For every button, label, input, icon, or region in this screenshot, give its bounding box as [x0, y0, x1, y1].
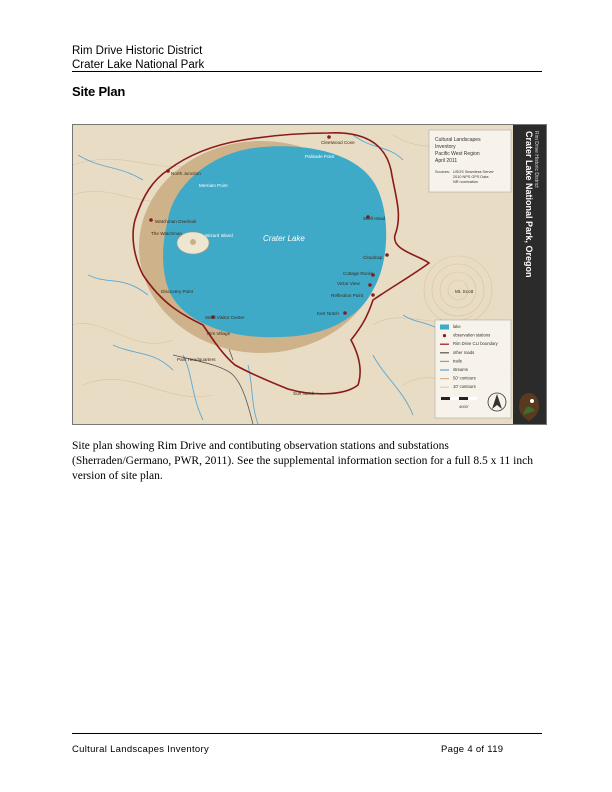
- legend-label: lake: [453, 324, 461, 329]
- site-plan-svg: [73, 125, 546, 424]
- header-park: Crater Lake National Park: [72, 59, 205, 71]
- label-reflection-point: Reflection Point: [331, 293, 364, 298]
- label-park-headquarters: Park Headquarters: [177, 357, 216, 362]
- legend-swatch: [443, 334, 446, 337]
- label-steel-visitor-center: Steel Visitor Center: [205, 315, 245, 320]
- lake-label: Crater Lake: [263, 234, 305, 243]
- scale-label: 4000': [459, 404, 469, 409]
- label-north-junction: North Junction: [171, 171, 201, 176]
- map-district-title: Rim Drive Historic District: [533, 131, 539, 188]
- label-discovery-point: Discovery Point: [161, 289, 193, 294]
- legend-label: 50' contours: [453, 375, 476, 381]
- legend-swatch: [440, 325, 449, 330]
- legend-label: other roads: [453, 349, 475, 355]
- figure-caption: Site plan showing Rim Drive and contibuting observation stations and substations (Sherraden/Germano, PWR, 2011). See the supplemental information section for a full 8.5 x 11 inch version of site plan.: [72, 440, 533, 482]
- footer-rule: [72, 733, 542, 734]
- legend-label: trails: [453, 358, 462, 364]
- map-park-title: Crater Lake National Park, Oregon: [524, 131, 534, 278]
- legend-label: 10' contours: [453, 384, 476, 390]
- label-cleetwood-cove: Cleetwood Cove: [321, 140, 355, 145]
- info-title-3: Pacific West Region: [435, 151, 480, 157]
- footer-title: Cultural Landscapes Inventory: [72, 744, 210, 755]
- info-sources-label: Sources:: [435, 170, 450, 174]
- label-victor-view: Victor View: [337, 281, 360, 286]
- label-merriam-point: Merriam Point: [199, 183, 228, 188]
- wizard-island-cone: [190, 239, 196, 245]
- header-district: Rim Drive Historic District: [72, 45, 203, 57]
- legend-label: observation stations: [453, 332, 491, 338]
- label-watchman-overlook: Watchman Overlook: [155, 219, 197, 224]
- label-sun-notch: Sun Notch: [293, 391, 315, 396]
- label-rim-village: Rim Village: [207, 331, 231, 336]
- legend-label: Rim Drive CLI boundary: [453, 341, 498, 347]
- label-wizard-island: Wizard Island: [205, 233, 233, 238]
- label-palisade-point: Palisade Point: [305, 154, 335, 159]
- label-cloudcap: Cloudcap: [363, 255, 383, 260]
- legend-label: streams: [453, 367, 468, 372]
- info-source-3: NR nomination: [453, 180, 479, 184]
- label-cottage-rocks: Cottage Rocks: [343, 271, 374, 276]
- info-title-2: Inventory: [435, 144, 456, 150]
- site-plan-map: [72, 124, 547, 425]
- info-source-2: 2010 NPS GPS Data: [453, 175, 489, 179]
- running-header: [72, 44, 204, 72]
- header-rule: [72, 71, 542, 72]
- label-skell-head: Skell Head: [363, 216, 386, 221]
- label-kerr-notch: Kerr Notch: [317, 311, 339, 316]
- info-title-1: Cultural Landscapes: [435, 137, 481, 143]
- label-mt-scott: Mt. Scott: [455, 289, 474, 294]
- page-number: Page 4 of 119: [441, 744, 504, 755]
- section-title: Site Plan: [72, 84, 126, 99]
- info-source-1: USGS Seamless Server: [453, 170, 494, 174]
- label-the-watchman: The Watchman: [151, 231, 182, 236]
- info-title-4: April 2011: [435, 158, 458, 164]
